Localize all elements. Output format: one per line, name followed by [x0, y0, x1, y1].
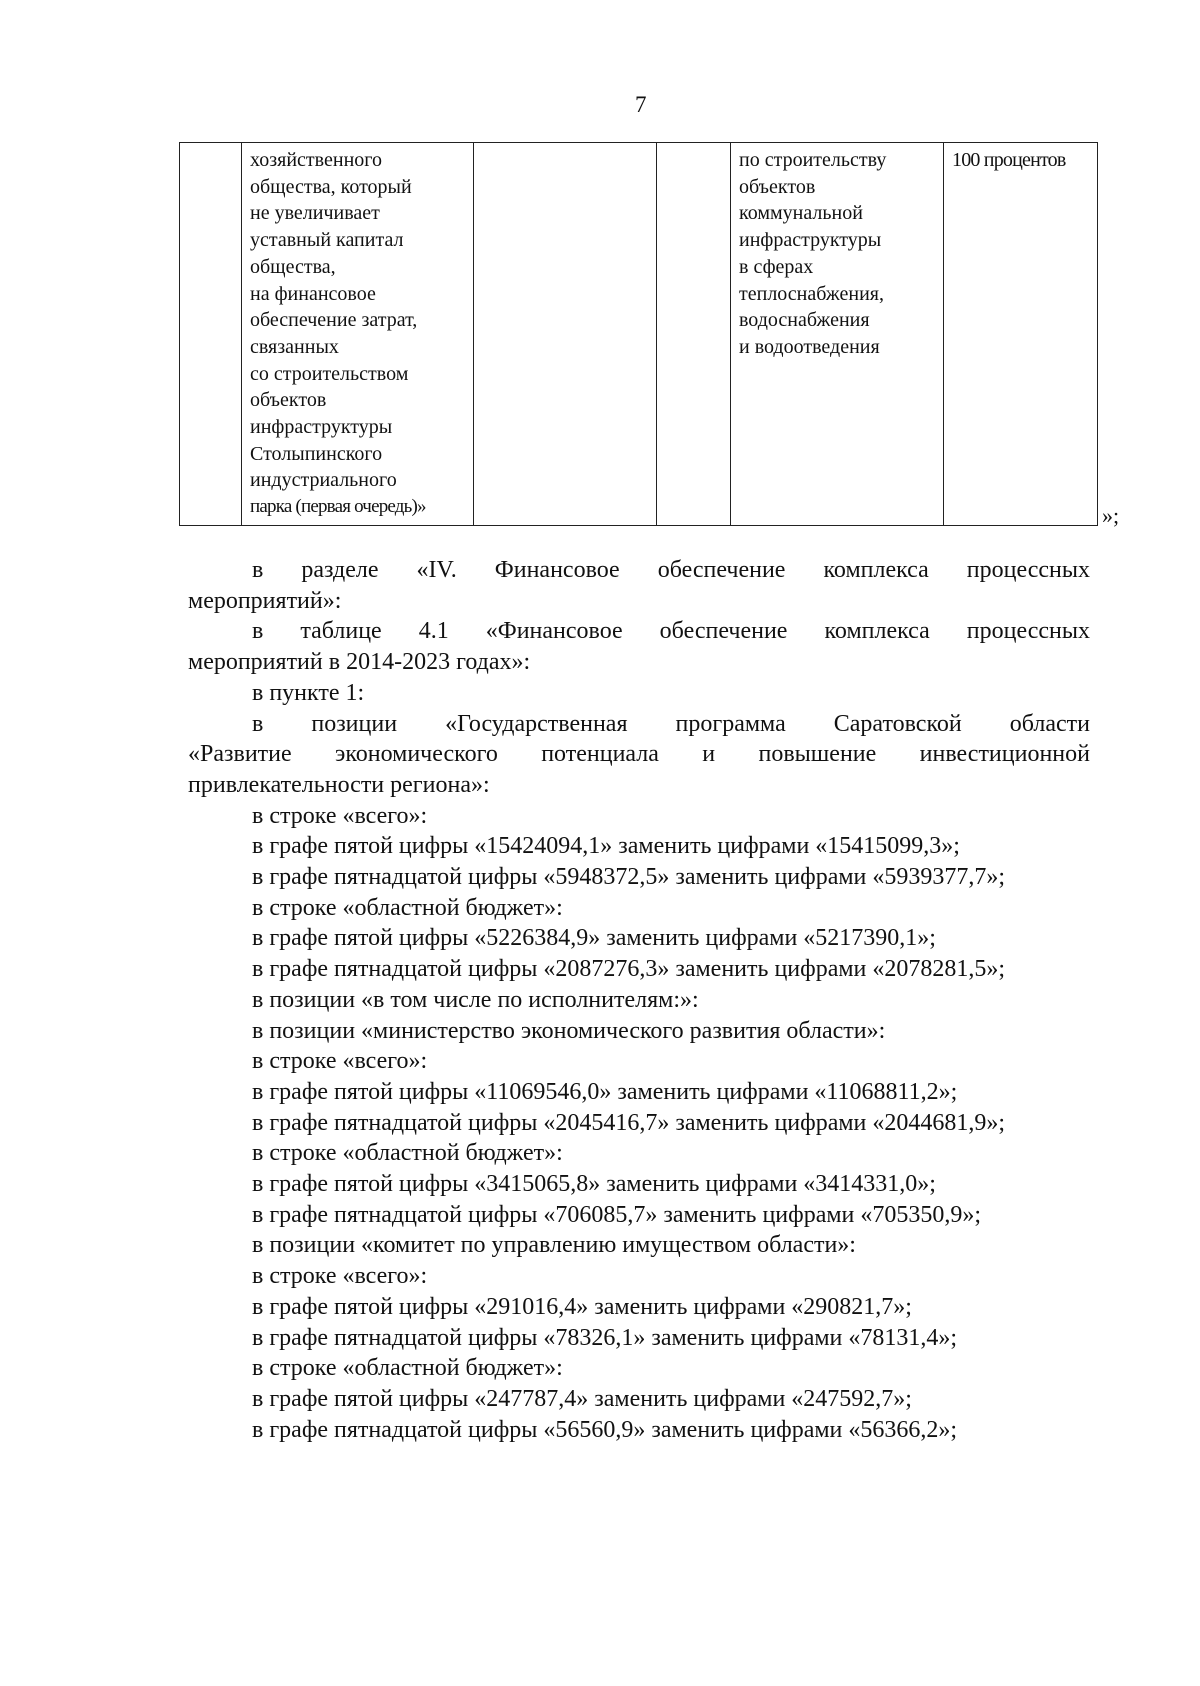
- table-row: [180, 143, 1098, 526]
- cell-line: парка (первая очередь)»: [250, 496, 426, 518]
- paragraph-line: в позиции «министерство экономического развития области»:: [252, 1017, 886, 1044]
- cell-line: хозяйственного: [250, 149, 382, 171]
- paragraph-line: в строке «всего»:: [252, 1263, 428, 1290]
- table-cell-description: [242, 143, 474, 526]
- paragraph-line: в графе пятнадцатой цифры «2045416,7» заменить цифрами «2044681,9»;: [252, 1109, 1006, 1136]
- cell-line: Столыпинского: [250, 442, 383, 465]
- paragraph-line: «Развитие экономического потенциала и повышение инвестиционной: [188, 741, 1090, 768]
- cell-line: со строительством: [250, 362, 409, 385]
- continued-table: [179, 142, 1098, 526]
- cell-line: инфраструктуры: [250, 416, 393, 439]
- paragraph-line: в графе пятнадцатой цифры «56560,9» заменить цифрами «56366,2»;: [252, 1416, 958, 1443]
- table-cell-result: [731, 143, 944, 526]
- paragraph-line: в строке «всего»:: [252, 802, 428, 829]
- paragraph-line: мероприятий в 2014-2023 годах»:: [188, 649, 531, 676]
- paragraph-line: в графе пятой цифры «247787,4» заменить цифрами «247592,7»;: [252, 1385, 912, 1412]
- cell-line: и водоотведения: [739, 335, 880, 358]
- cell-line: в сферах: [739, 255, 814, 278]
- cell-line: водоснабжения: [739, 309, 870, 332]
- cell-line: индустриального: [250, 469, 397, 492]
- paragraph-line: в строке «областной бюджет»:: [252, 1355, 563, 1382]
- paragraph-line: в графе пятой цифры «5226384,9» заменить цифрами «5217390,1»;: [252, 925, 936, 952]
- cell-line: 100 процентов: [952, 149, 1066, 171]
- cell-line: объектов: [739, 175, 816, 198]
- paragraph-line: привлекательности региона»:: [188, 771, 490, 798]
- paragraph-line: в таблице 4.1 «Финансовое обеспечение комплекса процессных: [252, 618, 1090, 645]
- cell-line: связанных: [250, 335, 339, 358]
- cell-line: теплоснабжения,: [739, 282, 884, 305]
- paragraph-line: в графе пятой цифры «291016,4» заменить цифрами «290821,7»;: [252, 1293, 912, 1320]
- cell-line: объектов: [250, 389, 327, 412]
- paragraph-line: в графе пятнадцатой цифры «2087276,3» заменить цифрами «2078281,5»;: [252, 956, 1006, 983]
- cell-line: инфраструктуры: [739, 229, 882, 252]
- closing-quote: »;: [1102, 503, 1120, 528]
- cell-line: по строительству: [739, 149, 887, 171]
- paragraph-line: в строке «всего»:: [252, 1048, 428, 1075]
- cell-line: общества,: [250, 255, 336, 278]
- table-cell-empty: [474, 143, 657, 526]
- paragraph-line: в графе пятнадцатой цифры «706085,7» заменить цифрами «705350,9»;: [252, 1201, 982, 1228]
- paragraph-line: в графе пятнадцатой цифры «5948372,5» заменить цифрами «5939377,7»;: [252, 864, 1006, 891]
- paragraph-line: в разделе «IV. Финансовое обеспечение комплекса процессных: [252, 557, 1090, 583]
- cell-line: на финансовое: [250, 282, 376, 305]
- paragraph-line: в графе пятой цифры «3415065,8» заменить цифрами «3414331,0»;: [252, 1171, 936, 1198]
- paragraph-line: в пункте 1:: [252, 679, 365, 706]
- paragraph-line: в строке «областной бюджет»:: [252, 1140, 563, 1167]
- page-number: 7: [635, 92, 647, 117]
- paragraph-line: мероприятий»:: [188, 587, 342, 614]
- table-cell-empty: [657, 143, 731, 526]
- paragraph-line: в строке «областной бюджет»:: [252, 894, 563, 921]
- paragraph-line: в графе пятой цифры «11069546,0» заменить цифрами «11068811,2»;: [252, 1078, 958, 1105]
- cell-line: коммунальной: [739, 202, 863, 225]
- table-cell-empty: [180, 143, 242, 526]
- amendment-text: [188, 555, 1090, 1445]
- table-cell-value: [944, 143, 1098, 526]
- cell-line: уставный капитал: [250, 229, 404, 252]
- paragraph-line: в позиции «комитет по управлению имуществом области»:: [252, 1232, 856, 1259]
- cell-line: общества, который: [250, 175, 412, 198]
- paragraph-line: в позиции «в том числе по исполнителям:»:: [252, 986, 699, 1013]
- paragraph-line: в позиции «Государственная программа Саратовской области: [252, 710, 1090, 737]
- paragraph-line: в графе пятнадцатой цифры «78326,1» заменить цифрами «78131,4»;: [252, 1324, 958, 1351]
- cell-line: не увеличивает: [250, 202, 380, 225]
- cell-line: обеспечение затрат,: [250, 309, 418, 332]
- paragraph-line: в графе пятой цифры «15424094,1» заменить цифрами «15415099,3»;: [252, 833, 960, 860]
